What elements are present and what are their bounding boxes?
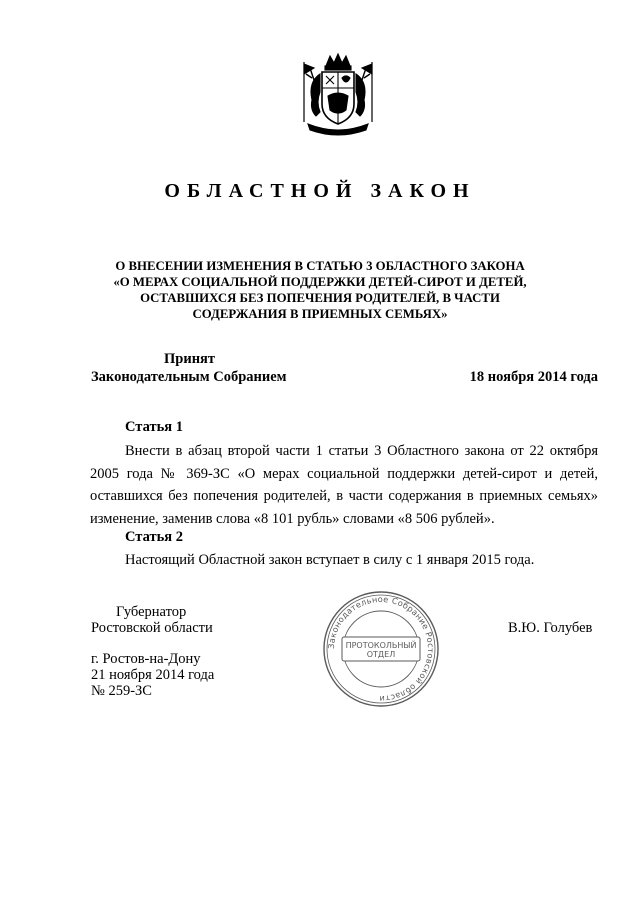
subject-line: ОСТАВШИХСЯ БЕЗ ПОПЕЧЕНИЯ РОДИТЕЛЕЙ, В ЧАСТИ xyxy=(140,291,500,305)
article-1-title: Статья 1 xyxy=(125,419,183,435)
article-1-line: 2005 года № 369-ЗС «О мерах социальной поддержки детей-сирот и детей, xyxy=(90,465,598,482)
signing-date: 21 ноября 2014 года xyxy=(91,667,215,683)
article-2-title: Статья 2 xyxy=(125,529,183,545)
official-seal-icon xyxy=(322,590,440,708)
seal-outer-text: Законодательное Собрание Ростовской области xyxy=(325,593,437,705)
law-title: ОБЛАСТНОЙ ЗАКОН xyxy=(164,180,476,202)
coat-of-arms-icon xyxy=(298,52,378,140)
signatory-region: Ростовской области xyxy=(91,620,213,636)
article-2-text: Настоящий Областной закон вступает в силу с 1 января 2015 года. xyxy=(125,552,535,568)
subject-line: О ВНЕСЕНИИ ИЗМЕНЕНИЯ В СТАТЬЮ 3 ОБЛАСТНОГО ЗАКОНА xyxy=(115,259,525,273)
subject-line: СОДЕРЖАНИЯ В ПРИЕМНЫХ СЕМЬЯХ» xyxy=(192,307,448,321)
article-1-text xyxy=(90,440,598,530)
adopted-by-label: Законодательным Собранием xyxy=(91,369,287,385)
signing-place: г. Ростов-на-Дону xyxy=(91,651,201,667)
subject-line: «О МЕРАХ СОЦИАЛЬНОЙ ПОДДЕРЖКИ ДЕТЕЙ-СИРОТ И ДЕТЕЙ, xyxy=(113,275,527,289)
article-1-line: Внести в абзац второй части 1 статьи 3 Областного закона от 22 октября xyxy=(125,443,598,459)
seal-inner-line-1: ПРОТОКОЛЬНЫЙ xyxy=(345,641,417,650)
seal-inner-line-2: ОТДЕЛ xyxy=(366,650,396,659)
adoption-date: 18 ноября 2014 года xyxy=(469,369,598,385)
article-1-line: изменение, заменив слова «8 101 рубль» словами «8 506 рублей». xyxy=(90,510,495,527)
article-1-line: оставшихся без попечения родителей, в части содержания в приемных семьях» xyxy=(90,488,598,504)
signatory-position: Губернатор xyxy=(116,604,187,620)
adopted-label: Принят xyxy=(164,351,216,367)
signatory-name: В.Ю. Голубев xyxy=(508,620,593,636)
law-subject xyxy=(80,258,560,322)
law-number: № 259-ЗС xyxy=(91,683,152,699)
